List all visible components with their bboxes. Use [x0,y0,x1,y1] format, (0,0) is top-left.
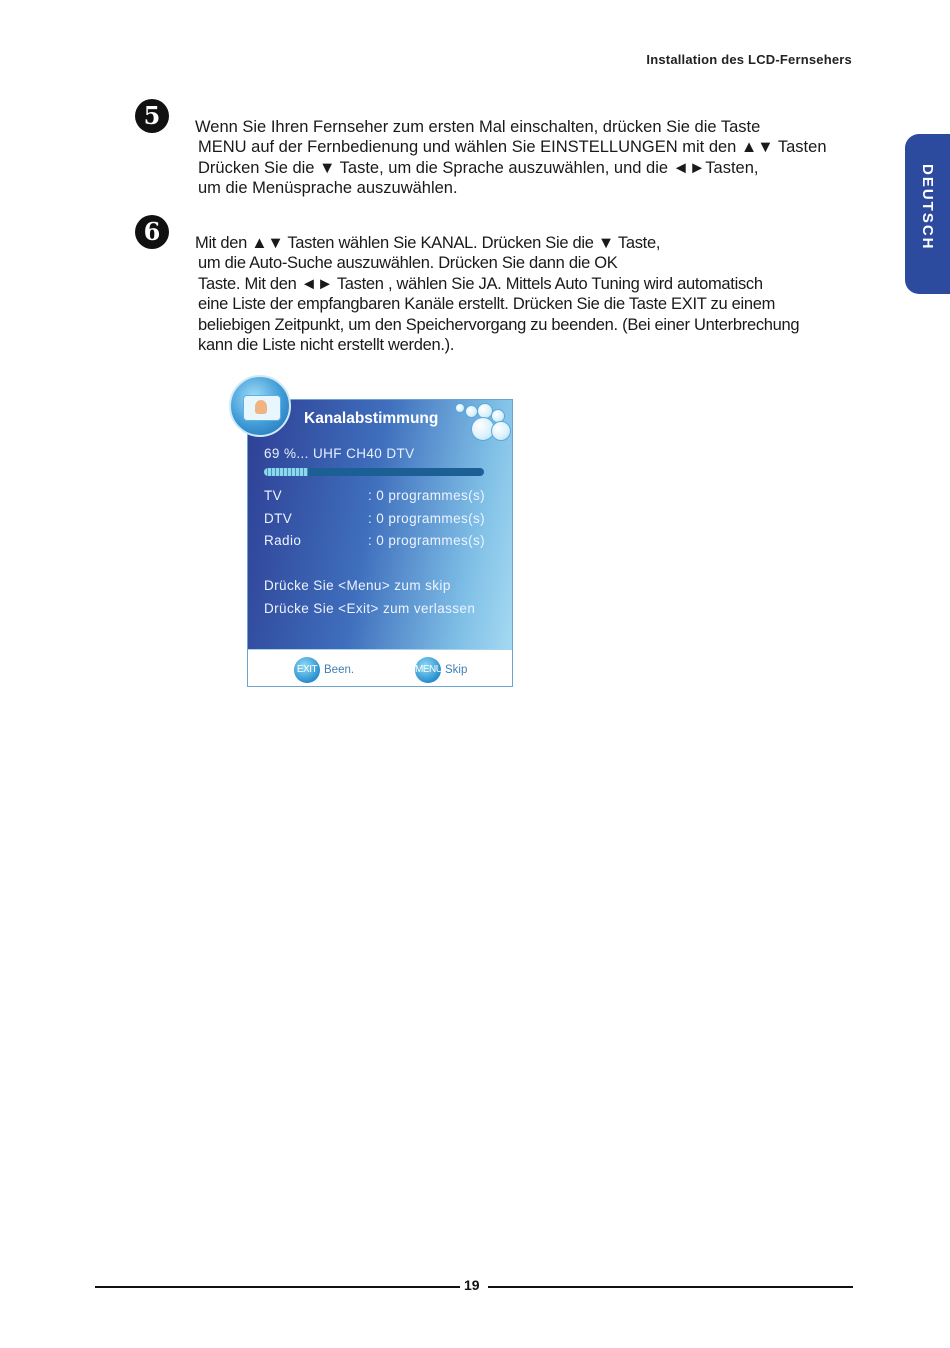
tuning-progress-bar [264,468,484,476]
hint-exit: Drücke Sie <Exit> zum verlassen [264,601,476,616]
step-number-5: 5 [135,99,169,133]
text-line: MENU auf der Fernbedienung und wählen Sie EINSTELLUNGEN mit den ▲▼ Tasten [198,138,827,157]
count-value: : 0 programmes(s) [368,511,486,526]
menu-key-label: Skip [445,664,468,676]
page-header-title: Installation des LCD-Fernsehers [646,52,852,67]
count-label: TV [264,488,283,503]
footer-rule-left [95,1286,460,1288]
exit-key-icon: EXIT [294,657,320,683]
exit-key-label: Been. [324,664,355,676]
menu-key-icon: MENU [415,657,441,683]
text-line: Wenn Sie Ihren Fernseher zum ersten Mal einschalten, drücken Sie die Taste [195,118,761,136]
step-number-6: 6 [135,215,169,249]
tuning-status: 69 %... UHF CH40 DTV [264,446,415,461]
text-line: beliebigen Zeitpunkt, um den Speichervorgang zu beenden. (Bei einer Unterbrechung [198,315,800,334]
bubbles-decoration-icon [455,403,510,443]
hint-skip: Drücke Sie <Menu> zum skip [264,578,451,593]
tuning-footer [248,649,512,686]
language-tab-label: DEUTSCH [919,164,936,251]
count-value: : 0 programmes(s) [368,533,486,548]
tv-channel-logo-icon [229,375,291,437]
step-6-text [195,233,865,355]
text-line: Mit den ▲▼ Tasten wählen Sie KANAL. Drücken Sie die ▼ Taste, [195,234,661,252]
text-line: um die Auto-Suche auszuwählen. Drücken Sie dann die OK [198,254,618,273]
tuning-progress-fill [264,468,308,476]
count-value: : 0 programmes(s) [368,488,486,503]
page-number: 19 [464,1277,480,1293]
footer-rule-right [488,1286,853,1288]
text-line: Taste. Mit den ◄► Tasten , wählen Sie JA. Mittels Auto Tuning wird automatisch [198,274,763,293]
tuning-title: Kanalabstimmung [304,410,439,427]
count-label: DTV [264,511,293,526]
text-line: um die Menüsprache auszuwählen. [198,179,458,198]
text-line: Drücken Sie die ▼ Taste, um die Sprache auszuwählen, und die ◄►Tasten, [198,158,759,177]
text-line: kann die Liste nicht erstellt werden.). [198,336,455,355]
language-tab [905,134,950,294]
count-label: Radio [264,533,302,548]
step-5-text [195,117,865,199]
text-line: eine Liste der empfangbaren Kanäle erstellt. Drücken Sie die Taste EXIT zu einem [198,295,776,314]
